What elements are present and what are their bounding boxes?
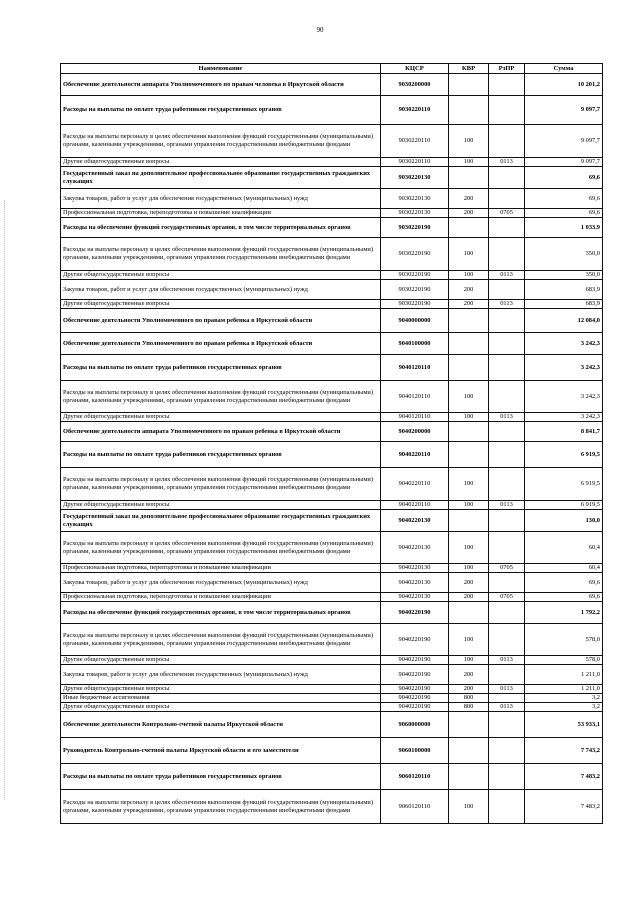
cell-name: Руководитель Контрольно-счетной палаты Иркутской области и его заместители [61,738,381,764]
cell-kvr: 100 [449,564,489,573]
cell-kcsr: 9040220130 [381,593,449,602]
cell-kcsr: 9040220110 [381,468,449,501]
cell-kcsr: 9040120110 [381,381,449,413]
cell-rzpr: 0113 [489,271,525,280]
cell-name: Расходы на выплаты персоналу в целях обеспечения выполнения функций государственными (муниципальными) органами, казенными учреждениями, органами управления государственными внебюджетными фондами [61,624,381,656]
header-kcsr: КЦСР [381,64,449,74]
cell-name: Другие общегосударственные вопросы [61,271,381,280]
cell-sum: 3,2 [525,694,603,703]
cell-name: Другие общегосударственные вопросы [61,501,381,510]
cell-name: Иные бюджетные ассигнования [61,694,381,703]
cell-kcsr: 9030220110 [381,158,449,167]
cell-name: Другие общегосударственные вопросы [61,685,381,694]
cell-rzpr [489,790,525,824]
cell-rzpr [489,125,525,158]
table-row [61,510,603,532]
cell-rzpr: 0113 [489,501,525,510]
cell-kcsr: 9030220190 [381,218,449,238]
cell-kvr: 100 [449,413,489,422]
cell-rzpr [489,96,525,125]
table-row [61,694,603,703]
table-row [61,167,603,189]
cell-kvr [449,218,489,238]
cell-name: Расходы на обеспечение функций государственных органов, в том числе территориальных органов [61,602,381,624]
cell-kcsr: 9040220130 [381,532,449,564]
cell-rzpr [489,280,525,300]
cell-rzpr: 0705 [489,209,525,218]
cell-rzpr [489,442,525,468]
table-row [61,624,603,656]
cell-name: Профессиональная подготовка, переподготовка и повышение квалификации [61,593,381,602]
cell-sum: 130,0 [525,510,603,532]
cell-kcsr: 9040220110 [381,501,449,510]
cell-name: Другие общегосударственные вопросы [61,300,381,309]
cell-rzpr [489,74,525,96]
cell-sum: 3 242,3 [525,355,603,381]
cell-kvr: 200 [449,573,489,593]
cell-kcsr: 9030220110 [381,125,449,158]
cell-rzpr: 0113 [489,656,525,665]
cell-kcsr: 9040220190 [381,703,449,712]
cell-name: Профессиональная подготовка, переподготовка и повышение квалификации [61,209,381,218]
cell-rzpr [489,764,525,790]
cell-sum: 69,6 [525,209,603,218]
cell-kcsr: 9030220130 [381,167,449,189]
cell-name: Расходы на выплаты по оплате труда работников государственных органов [61,764,381,790]
cell-kvr [449,422,489,442]
cell-kvr [449,355,489,381]
cell-kvr: 200 [449,209,489,218]
cell-kvr: 100 [449,271,489,280]
cell-kvr [449,442,489,468]
cell-sum: 69,6 [525,573,603,593]
cell-name: Обеспечение деятельности Уполномоченного по правам ребенка в Иркутской области [61,333,381,355]
cell-kvr [449,74,489,96]
cell-rzpr [489,510,525,532]
cell-kcsr: 9060120110 [381,764,449,790]
cell-kvr: 800 [449,703,489,712]
cell-kvr: 200 [449,665,489,685]
cell-sum: 3,2 [525,703,603,712]
cell-rzpr [489,665,525,685]
table-row [61,355,603,381]
table-row [61,74,603,96]
cell-kcsr: 9060000000 [381,712,449,738]
table-row [61,309,603,333]
cell-rzpr [489,532,525,564]
table-row [61,300,603,309]
cell-rzpr [489,189,525,209]
cell-rzpr: 0705 [489,593,525,602]
cell-rzpr: 0113 [489,300,525,309]
cell-kcsr: 9040200000 [381,422,449,442]
cell-rzpr [489,238,525,271]
cell-kvr: 100 [449,790,489,824]
cell-name: Государственный заказ на дополнительное профессиональное образование государственных гражданских служащих [61,510,381,532]
table-row [61,189,603,209]
cell-kvr: 800 [449,694,489,703]
cell-sum: 60,4 [525,564,603,573]
table-row [61,280,603,300]
cell-sum: 60,4 [525,532,603,564]
table-row [61,271,603,280]
page-number: 90 [316,26,324,34]
cell-rzpr: 0113 [489,703,525,712]
cell-kvr: 100 [449,468,489,501]
cell-name: Расходы на выплаты персоналу в целях обеспечения выполнения функций государственными (муниципальными) органами, казенными учреждениями, органами управления государственными внебюджетными фондами [61,125,381,158]
cell-rzpr [489,422,525,442]
cell-sum: 10 201,2 [525,74,603,96]
cell-name: Расходы на выплаты по оплате труда работников государственных органов [61,96,381,125]
cell-sum: 1 033,9 [525,218,603,238]
cell-kvr: 100 [449,501,489,510]
cell-kvr: 100 [449,158,489,167]
cell-kcsr: 9040120110 [381,355,449,381]
cell-rzpr [489,355,525,381]
budget-table [60,63,603,824]
cell-sum: 350,0 [525,271,603,280]
cell-rzpr [489,333,525,355]
table-row [61,712,603,738]
cell-kcsr: 9040220190 [381,656,449,665]
cell-name: Расходы на выплаты персоналу в целях обеспечения выполнения функций государственными (муниципальными) органами, казенными учреждениями, органами управления государственными внебюджетными фондами [61,238,381,271]
cell-name: Государственный заказ на дополнительное профессиональное образование государственных гражданских служащих [61,167,381,189]
table-row [61,218,603,238]
table-row [61,790,603,824]
table-header-row [61,64,603,74]
cell-kcsr: 9030220190 [381,238,449,271]
cell-kcsr: 9040220130 [381,564,449,573]
cell-kcsr: 9030220190 [381,271,449,280]
cell-kcsr: 9030220130 [381,209,449,218]
table-row [61,532,603,564]
cell-name: Расходы на обеспечение функций государственных органов, в том числе территориальных органов [61,218,381,238]
table-row [61,656,603,665]
table-row [61,422,603,442]
cell-rzpr [489,167,525,189]
cell-sum: 7 743,2 [525,738,603,764]
cell-kvr: 200 [449,593,489,602]
cell-kcsr: 9060120110 [381,790,449,824]
table-row [61,602,603,624]
cell-sum: 1 792,2 [525,602,603,624]
cell-name: Расходы на выплаты персоналу в целях обеспечения выполнения функций государственными (муниципальными) органами, казенными учреждениями, органами управления государственными внебюджетными фондами [61,468,381,501]
cell-kcsr: 9040220110 [381,442,449,468]
cell-rzpr: 0113 [489,685,525,694]
table-row [61,764,603,790]
table-row [61,238,603,271]
cell-kcsr: 9040120110 [381,413,449,422]
cell-kvr: 100 [449,624,489,656]
cell-kvr [449,167,489,189]
cell-kvr: 100 [449,656,489,665]
table-row [61,158,603,167]
cell-name: Другие общегосударственные вопросы [61,158,381,167]
cell-name: Закупка товаров, работ и услуг для обеспечения государственных (муниципальных) нужд [61,189,381,209]
cell-kcsr: 9030200000 [381,74,449,96]
table-row [61,468,603,501]
cell-name: Обеспечение деятельности аппарата Уполномоченного по правам ребенка в Иркутской области [61,422,381,442]
cell-sum: 7 483,2 [525,764,603,790]
cell-kcsr: 9060100000 [381,738,449,764]
cell-sum: 12 084,0 [525,309,603,333]
cell-sum: 350,0 [525,238,603,271]
table-row [61,593,603,602]
cell-kvr: 100 [449,381,489,413]
cell-name: Расходы на выплаты персоналу в целях обеспечения выполнения функций государственными (муниципальными) органами, казенными учреждениями, органами управления государственными внебюджетными фондами [61,381,381,413]
cell-kvr: 200 [449,280,489,300]
cell-sum: 3 242,3 [525,333,603,355]
cell-sum: 6 919,5 [525,468,603,501]
header-rzpr: РзПР [489,64,525,74]
cell-sum: 8 841,7 [525,422,603,442]
cell-name: Расходы на выплаты по оплате труда работников государственных органов [61,442,381,468]
cell-kvr: 100 [449,125,489,158]
cell-rzpr [489,712,525,738]
table-row [61,703,603,712]
cell-kcsr: 9040220190 [381,685,449,694]
cell-sum: 3 242,3 [525,413,603,422]
cell-sum: 9 097,7 [525,96,603,125]
cell-name: Закупка товаров, работ и услуг для обеспечения государственных (муниципальных) нужд [61,573,381,593]
table-row [61,209,603,218]
table-row [61,413,603,422]
cell-kvr: 200 [449,685,489,694]
cell-name: Обеспечение деятельности Контрольно-счетной палаты Иркутской области [61,712,381,738]
table-row [61,125,603,158]
cell-sum: 6 919,5 [525,501,603,510]
cell-kcsr: 9040000000 [381,309,449,333]
table-row [61,501,603,510]
cell-name: Закупка товаров, работ и услуг для обеспечения государственных (муниципальных) нужд [61,665,381,685]
cell-kcsr: 9030220110 [381,96,449,125]
cell-rzpr [489,381,525,413]
cell-rzpr [489,694,525,703]
cell-kvr [449,309,489,333]
cell-kcsr: 9040220190 [381,624,449,656]
table-row [61,665,603,685]
cell-sum: 1 211,0 [525,665,603,685]
cell-kcsr: 9030220130 [381,189,449,209]
cell-sum: 1 211,0 [525,685,603,694]
cell-kcsr: 9030220190 [381,280,449,300]
cell-rzpr [489,468,525,501]
cell-kvr: 100 [449,532,489,564]
table-row [61,738,603,764]
cell-rzpr: 0113 [489,413,525,422]
cell-kcsr: 9040220190 [381,602,449,624]
cell-rzpr [489,738,525,764]
cell-sum: 683,9 [525,300,603,309]
cell-name: Обеспечение деятельности Уполномоченного по правам ребенка в Иркутской области [61,309,381,333]
cell-sum: 578,0 [525,624,603,656]
cell-kcsr: 9040220130 [381,573,449,593]
cell-name: Профессиональная подготовка, переподготовка и повышение квалификации [61,564,381,573]
cell-sum: 9 097,7 [525,158,603,167]
header-name: Наименование [61,64,381,74]
table-body [61,74,603,824]
cell-name: Расходы на выплаты по оплате труда работников государственных органов [61,355,381,381]
cell-kvr [449,333,489,355]
cell-kvr: 200 [449,189,489,209]
cell-name: Другие общегосударственные вопросы [61,656,381,665]
cell-kcsr: 9040220190 [381,694,449,703]
table-row [61,442,603,468]
table-row [61,564,603,573]
cell-rzpr: 0113 [489,158,525,167]
cell-rzpr [489,309,525,333]
cell-sum: 7 483,2 [525,790,603,824]
cell-name: Другие общегосударственные вопросы [61,703,381,712]
table-row [61,685,603,694]
cell-kvr: 100 [449,238,489,271]
table-row [61,381,603,413]
cell-rzpr [489,602,525,624]
cell-sum: 53 933,1 [525,712,603,738]
header-kvr: КВР [449,64,489,74]
table-row [61,333,603,355]
cell-kvr [449,738,489,764]
cell-rzpr: 0705 [489,564,525,573]
cell-kcsr: 9040100000 [381,333,449,355]
cell-name: Другие общегосударственные вопросы [61,413,381,422]
cell-kvr [449,602,489,624]
table-row [61,573,603,593]
cell-kvr [449,764,489,790]
cell-sum: 69,6 [525,167,603,189]
cell-sum: 9 097,7 [525,125,603,158]
cell-kcsr: 9030220190 [381,300,449,309]
cell-sum: 6 919,5 [525,442,603,468]
table-row [61,96,603,125]
cell-kcsr: 9040220190 [381,665,449,685]
cell-name: Закупка товаров, работ и услуг для обеспечения государственных (муниципальных) нужд [61,280,381,300]
cell-name: Расходы на выплаты персоналу в целях обеспечения выполнения функций государственными (муниципальными) органами, казенными учреждениями, органами управления государственными внебюджетными фондами [61,790,381,824]
cell-sum: 683,9 [525,280,603,300]
cell-rzpr [489,573,525,593]
cell-kcsr: 9040220130 [381,510,449,532]
cell-rzpr [489,624,525,656]
cell-name: Расходы на выплаты персоналу в целях обеспечения выполнения функций государственными (муниципальными) органами, казенными учреждениями, органами управления государственными внебюджетными фондами [61,532,381,564]
cell-rzpr [489,218,525,238]
header-sum: Сумма [525,64,603,74]
cell-sum: 69,6 [525,189,603,209]
cell-sum: 578,0 [525,656,603,665]
cell-kvr: 200 [449,300,489,309]
cell-kvr [449,510,489,532]
cell-name: Обеспечение деятельности аппарата Уполномоченного по правам человека в Иркутской области [61,74,381,96]
cell-sum: 3 242,3 [525,381,603,413]
cell-kvr [449,712,489,738]
cell-sum: 69,6 [525,593,603,602]
cell-kvr [449,96,489,125]
scan-edge-marks [4,200,7,800]
